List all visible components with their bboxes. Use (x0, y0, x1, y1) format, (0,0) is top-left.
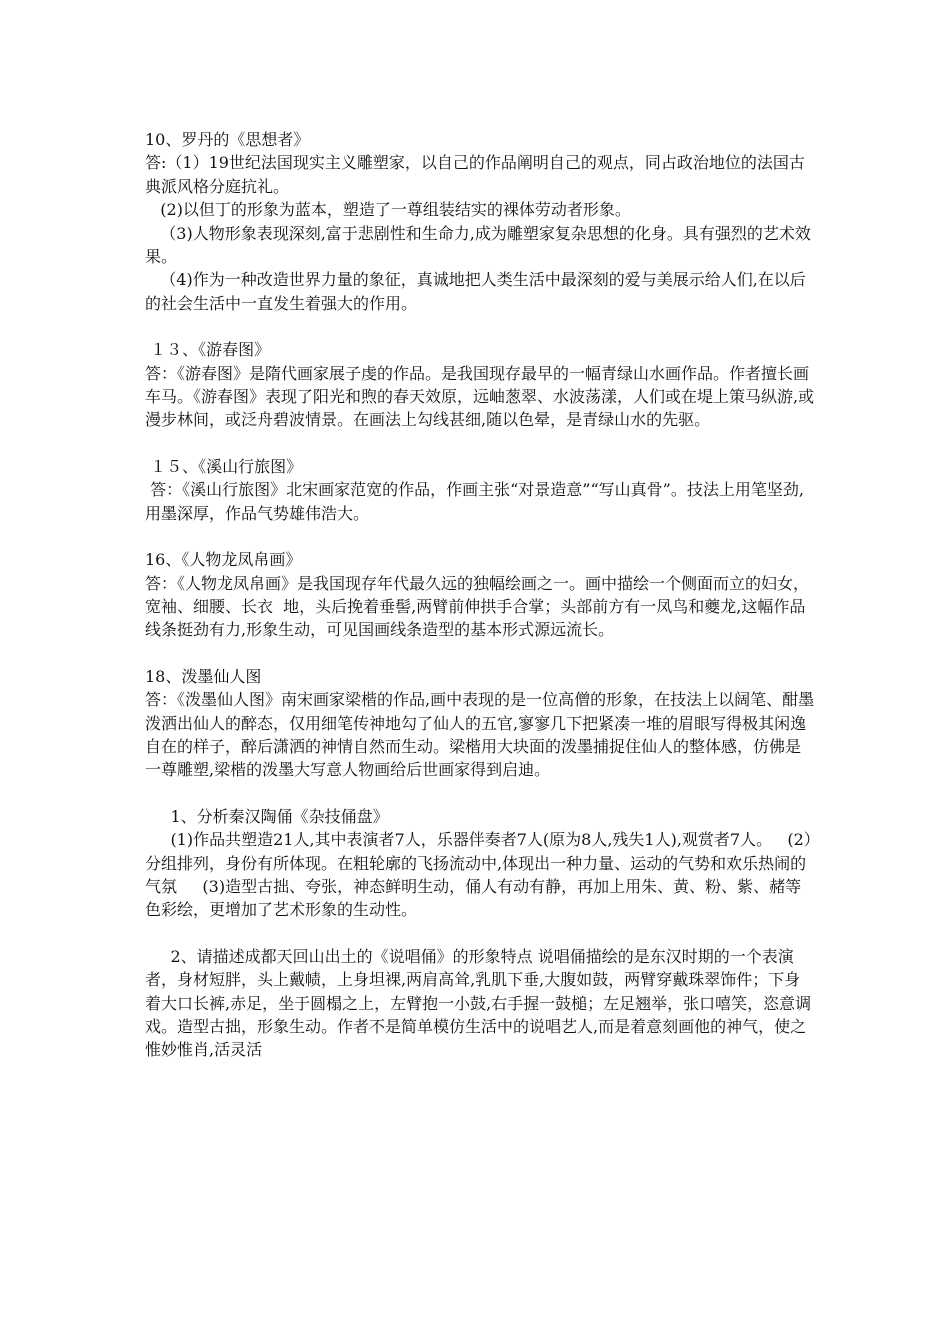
paragraph-spacer (145, 432, 815, 455)
heading-spring-outing: １３、《游春图》 (145, 340, 271, 360)
answer-thinker-4: （4)作为一种改造世界力量的象征，真诚地把人类生活中最深刻的爱与美展示给人们,在以后的社会生活中一直发生着强大的作用。 (145, 270, 806, 313)
heading-acrobat-figurines: 1、分析秦汉陶俑《杂技俑盘》 (145, 806, 389, 826)
answer-acrobat-figurines: (1)作品共塑造21人,其中表演者7人，乐器伴奏者7人(原为8人,残失1人),观赏者7人。 (2）分组排列，身份有所体现。在粗轮廓的飞扬流动中,体现出一种力量、运动的气势和欢乐热闹的气氛 (3)造型古拙、夸张，神态鲜明生动，俑人有动有静，再加上用朱、黄、粉、紫、赭等色彩绘，更增加了艺术形象的生动性。 (145, 830, 812, 920)
answer-storyteller-figurine: 2、请描述成都天回山出土的《说唱俑》的形象特点 说唱俑描绘的是东汉时期的一个表演者，身材短胖，头上戴帻，上身坦裸,两肩高耸,乳肌下垂,大腹如鼓，两臂穿戴珠翠饰件；下身着大口长裤,赤足，坐于圆榻之上，左臂抱一小鼓,右手握一鼓槌；左足翘举，张口嘻笑，恣意调戏。造型古拙，形象生动。作者不是简单模仿生活中的说唱艺人,而是着意刻画他的神气，使之惟妙惟肖,活灵活 (145, 946, 812, 1060)
heading-thinker: 10、罗丹的《思想者》 (145, 130, 310, 149)
heading-dragon-phoenix: 16、《人物龙凤帛画》 (145, 550, 302, 570)
paragraph-spacer (145, 922, 815, 945)
answer-splashed-ink-immortal: 答：《泼墨仙人图》南宋画家梁楷的作品,画中表现的是一位高僧的形象，在技法上以阔笔、酣墨泼洒出仙人的醉态，仅用细笔传神地勾了仙人的五官,寥寥几下把紧凑一堆的眉眼写得极其闲逸自在的样子，醉后潇洒的神情自然而生动。梁楷用大块面的泼墨捕捉住仙人的整体感，仿佛是一尊雕塑,梁楷的泼墨大写意人物画给后世画家得到启迪。 (145, 690, 815, 780)
answer-travelers-streams: 答：《溪山行旅图》北宋画家范宽的作品，作画主张“对景造意”“写山真骨”。技法上用笔坚劲,用墨深厚，作品气势雄伟浩大。 (145, 480, 804, 523)
answer-thinker-3: （3)人物形象表现深刻,富于悲剧性和生命力,成为雕塑家复杂思想的化身。具有强烈的艺术效果。 (145, 223, 811, 267)
answer-spring-outing: 答：《游春图》是隋代画家展子虔的作品。是我国现存最早的一幅青绿山水画作品。作者擅长画车马。《游春图》表现了阳光和煦的春天效原，远岫葱翠、水波荡漾，人们或在堤上策马纵游,或漫步林间，或泛舟碧波情景。在画法上勾线甚细,随以色晕，是青绿山水的先驱。 (145, 363, 815, 430)
answer-thinker-2: (2)以但丁的形象为蓝本，塑造了一尊组装结实的裸体劳动者形象。 (145, 200, 631, 220)
paragraph-spacer (145, 642, 815, 665)
paragraph-spacer (145, 315, 815, 338)
heading-travelers-streams: １５、《溪山行旅图》 (145, 456, 303, 476)
paragraph-spacer (145, 782, 815, 805)
answer-thinker-1: 答:（1）19世纪法国现实主义雕塑家，以自己的作品阐明自己的观点，同占政治地位的法国古典派风格分庭抗礼。 (145, 153, 805, 196)
document-page (145, 128, 815, 1062)
answer-dragon-phoenix: 答：《人物龙凤帛画》是我国现存年代最久远的独幅绘画之一。画中描绘一个侧面而立的妇女，宽袖、细腰、长衣 地，头后挽着垂髻,两臂前伸拱手合掌；头部前方有一凤鸟和夔龙,这幅作品线条挺劲有力,形象生动，可见国画线条造型的基本形式源远流长。 (145, 573, 810, 640)
heading-splashed-ink-immortal: 18、泼墨仙人图 (145, 666, 262, 686)
paragraph-spacer (145, 525, 815, 548)
